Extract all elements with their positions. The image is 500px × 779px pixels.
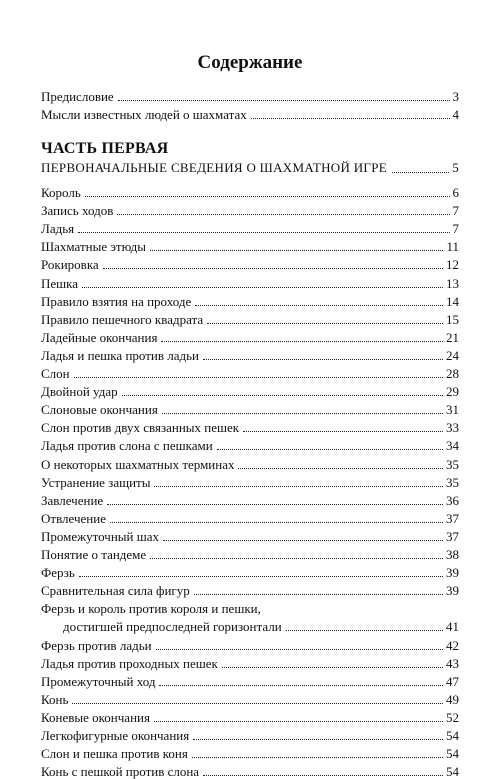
toc-entry-page: 54	[446, 728, 459, 743]
toc-entry	[41, 673, 459, 689]
toc-entry	[41, 184, 459, 200]
toc-entry	[41, 256, 459, 272]
toc-entry-page: 24	[446, 347, 459, 363]
toc-entry-page: 47	[446, 673, 459, 689]
dot-leader	[150, 250, 443, 251]
toc-entry-label: Коневые окончания	[41, 709, 150, 725]
dot-leader	[251, 118, 450, 119]
part-subtitle-line	[41, 158, 459, 176]
toc-entry-label: Отвлечение	[41, 510, 106, 526]
dot-leader	[193, 739, 443, 740]
toc-entry	[41, 745, 459, 761]
toc-entry-page: 7	[452, 203, 459, 219]
toc-entry-page: 14	[446, 293, 459, 309]
toc-entry-page: 54	[446, 746, 459, 762]
toc-entry	[63, 618, 459, 634]
toc-entry	[41, 419, 459, 435]
toc-entry-label: Слон и пешка против коня	[41, 746, 188, 762]
toc-entry-preface	[41, 88, 459, 104]
toc-entry-label: Ладья против слона с пешками	[41, 438, 213, 454]
toc-entry-page: 15	[446, 311, 459, 327]
dot-leader	[150, 558, 443, 559]
page-title: Содержание	[197, 52, 303, 73]
toc-entry	[41, 347, 459, 363]
toc-entry	[41, 637, 459, 653]
toc-entry-label: Пешка	[41, 275, 79, 291]
toc-entry-page: 39	[446, 565, 459, 581]
toc-entry-label: Мысли известных людей о шахматах	[41, 107, 247, 122]
toc-entry	[41, 238, 459, 254]
dot-leader	[78, 232, 449, 233]
toc-entry-label: Слоновые окончания	[41, 402, 158, 418]
toc-entry-page: 37	[446, 528, 459, 544]
toc-entry-label: Промежуточный ход	[41, 673, 156, 689]
toc-entry-page: 29	[446, 384, 459, 400]
toc-entry-label: Ладья	[41, 221, 75, 237]
toc-entry-page: 54	[446, 764, 459, 779]
toc-entry-page: 4	[452, 107, 459, 122]
dot-leader	[110, 522, 443, 523]
toc-entry	[41, 600, 459, 616]
dot-leader	[207, 323, 443, 324]
toc-entry-label: Легкофигурные окончания	[41, 728, 190, 743]
dot-leader	[118, 100, 450, 101]
dot-leader	[162, 413, 443, 414]
toc-entry-label: Предисловие	[41, 89, 114, 104]
toc-entry	[41, 365, 459, 381]
toc-entry-label: Рокировка	[41, 257, 99, 273]
toc-entry-label: Понятие о тандеме	[41, 547, 147, 562]
toc-entry-label: Конь с пешкой против слона	[41, 764, 200, 779]
toc-entry-label: Правило взятия на проходе	[41, 293, 192, 309]
toc-entry	[41, 492, 459, 508]
toc-entry-label: О некоторых шахматных терминах	[41, 456, 235, 472]
dot-leader	[392, 172, 449, 173]
toc-entry	[41, 582, 459, 598]
toc-entry-label: достигшей предпоследней горизонтали	[63, 619, 282, 635]
toc-entry-page: 21	[446, 329, 459, 345]
toc-entry-label: Слон	[41, 366, 70, 381]
toc-entry-page: 39	[446, 583, 459, 599]
toc-entry-label: Ладейные окончания	[41, 329, 158, 345]
toc-entry-label: Ладья против проходных пешек	[41, 655, 218, 671]
toc-entry	[41, 691, 459, 707]
toc-entry-page: 35	[446, 456, 459, 472]
toc-entry-label: Сравнительная сила фигур	[41, 583, 190, 599]
dot-leader	[156, 649, 443, 650]
toc-entry	[41, 329, 459, 345]
toc-entry-page: 13	[446, 275, 459, 291]
toc-entry-label: Запись ходов	[41, 203, 114, 219]
toc-entry-page: 7	[452, 221, 459, 237]
toc-entry-page: 43	[446, 655, 459, 671]
toc-entry-page: 28	[446, 366, 459, 381]
toc-entry	[41, 763, 459, 779]
toc-entry	[41, 655, 459, 671]
toc-entry-quotes	[41, 106, 459, 122]
dot-leader	[238, 468, 443, 469]
toc-entry-page: 37	[446, 510, 459, 526]
toc-entry-label: Шахматные этюды	[41, 239, 147, 255]
dot-leader	[122, 395, 443, 396]
dot-leader	[161, 341, 443, 342]
toc-entry	[41, 709, 459, 725]
dot-leader	[154, 486, 443, 487]
toc-entry	[41, 202, 459, 218]
dot-leader	[243, 431, 443, 432]
toc-entry-label: Конь	[41, 691, 69, 707]
toc-entry-page: 31	[446, 402, 459, 418]
dot-leader	[222, 667, 443, 668]
toc-entry	[41, 456, 459, 472]
part-title: ЧАСТЬ ПЕРВАЯ	[41, 140, 169, 157]
toc-entry-page: 35	[446, 474, 459, 490]
dot-leader	[163, 540, 443, 541]
toc-entry-label: Завлечение	[41, 492, 104, 508]
toc-entry	[41, 510, 459, 526]
dot-leader	[203, 775, 443, 776]
toc-entry-label: Устранение защиты	[41, 474, 151, 490]
toc-entry	[41, 401, 459, 417]
toc-entry-label: Ферзь	[41, 565, 75, 581]
toc-entry-label: Ферзь и король против короля и пешки,	[41, 601, 261, 617]
toc-entry-label: Король	[41, 185, 81, 200]
toc-entry	[41, 564, 459, 580]
toc-entry-page: 33	[446, 420, 459, 436]
toc-entry-page: 41	[446, 619, 459, 635]
toc-entry-page: 11	[446, 239, 459, 255]
toc-entry	[41, 311, 459, 327]
dot-leader	[72, 703, 443, 704]
dot-leader	[107, 504, 443, 505]
toc-entry-page: 49	[446, 691, 459, 707]
toc-entry-page: 38	[446, 547, 459, 562]
toc-entry-label: Промежуточный шах	[41, 528, 160, 544]
dot-leader	[103, 268, 443, 269]
dot-leader	[74, 377, 443, 378]
toc-entry	[41, 437, 459, 453]
toc-entry-page: 6	[452, 185, 459, 200]
dot-leader	[159, 685, 443, 686]
toc-entry-page: 34	[446, 438, 459, 454]
toc-entry-page: 42	[446, 637, 459, 653]
toc-entry-page: 52	[446, 709, 459, 725]
toc-entry-label: Двойной удар	[41, 384, 118, 400]
part-page: 5	[452, 160, 459, 175]
dot-leader	[192, 757, 443, 758]
toc-entry	[41, 727, 459, 743]
toc-entry-label: Правило пешечного квадрата	[41, 311, 204, 327]
dot-leader	[154, 721, 443, 722]
toc-entry-label: Ладья и пешка против ладьи	[41, 347, 200, 363]
dot-leader	[195, 305, 443, 306]
dot-leader	[85, 196, 450, 197]
toc-entry-page: 36	[446, 492, 459, 508]
toc-entry	[41, 546, 459, 562]
toc-entry	[41, 220, 459, 236]
toc-entry	[41, 528, 459, 544]
dot-leader	[203, 359, 443, 360]
toc-entry-page: 12	[446, 257, 459, 273]
toc-entry	[41, 383, 459, 399]
toc-entry	[41, 474, 459, 490]
toc-entry	[41, 275, 459, 291]
dot-leader	[217, 449, 443, 450]
dot-leader	[79, 576, 443, 577]
dot-leader	[194, 594, 443, 595]
dot-leader	[286, 630, 443, 631]
toc-entry-label: Слон против двух связанных пешек	[41, 420, 240, 436]
toc-entry-page: 3	[452, 89, 459, 104]
part-subtitle: ПЕРВОНАЧАЛЬНЫЕ СВЕДЕНИЯ О ШАХМАТНОЙ ИГРЕ	[41, 160, 388, 175]
toc-entry-label: Ферзь против ладьи	[41, 637, 152, 653]
dot-leader	[117, 214, 449, 215]
toc-entry	[41, 293, 459, 309]
dot-leader	[82, 287, 443, 288]
